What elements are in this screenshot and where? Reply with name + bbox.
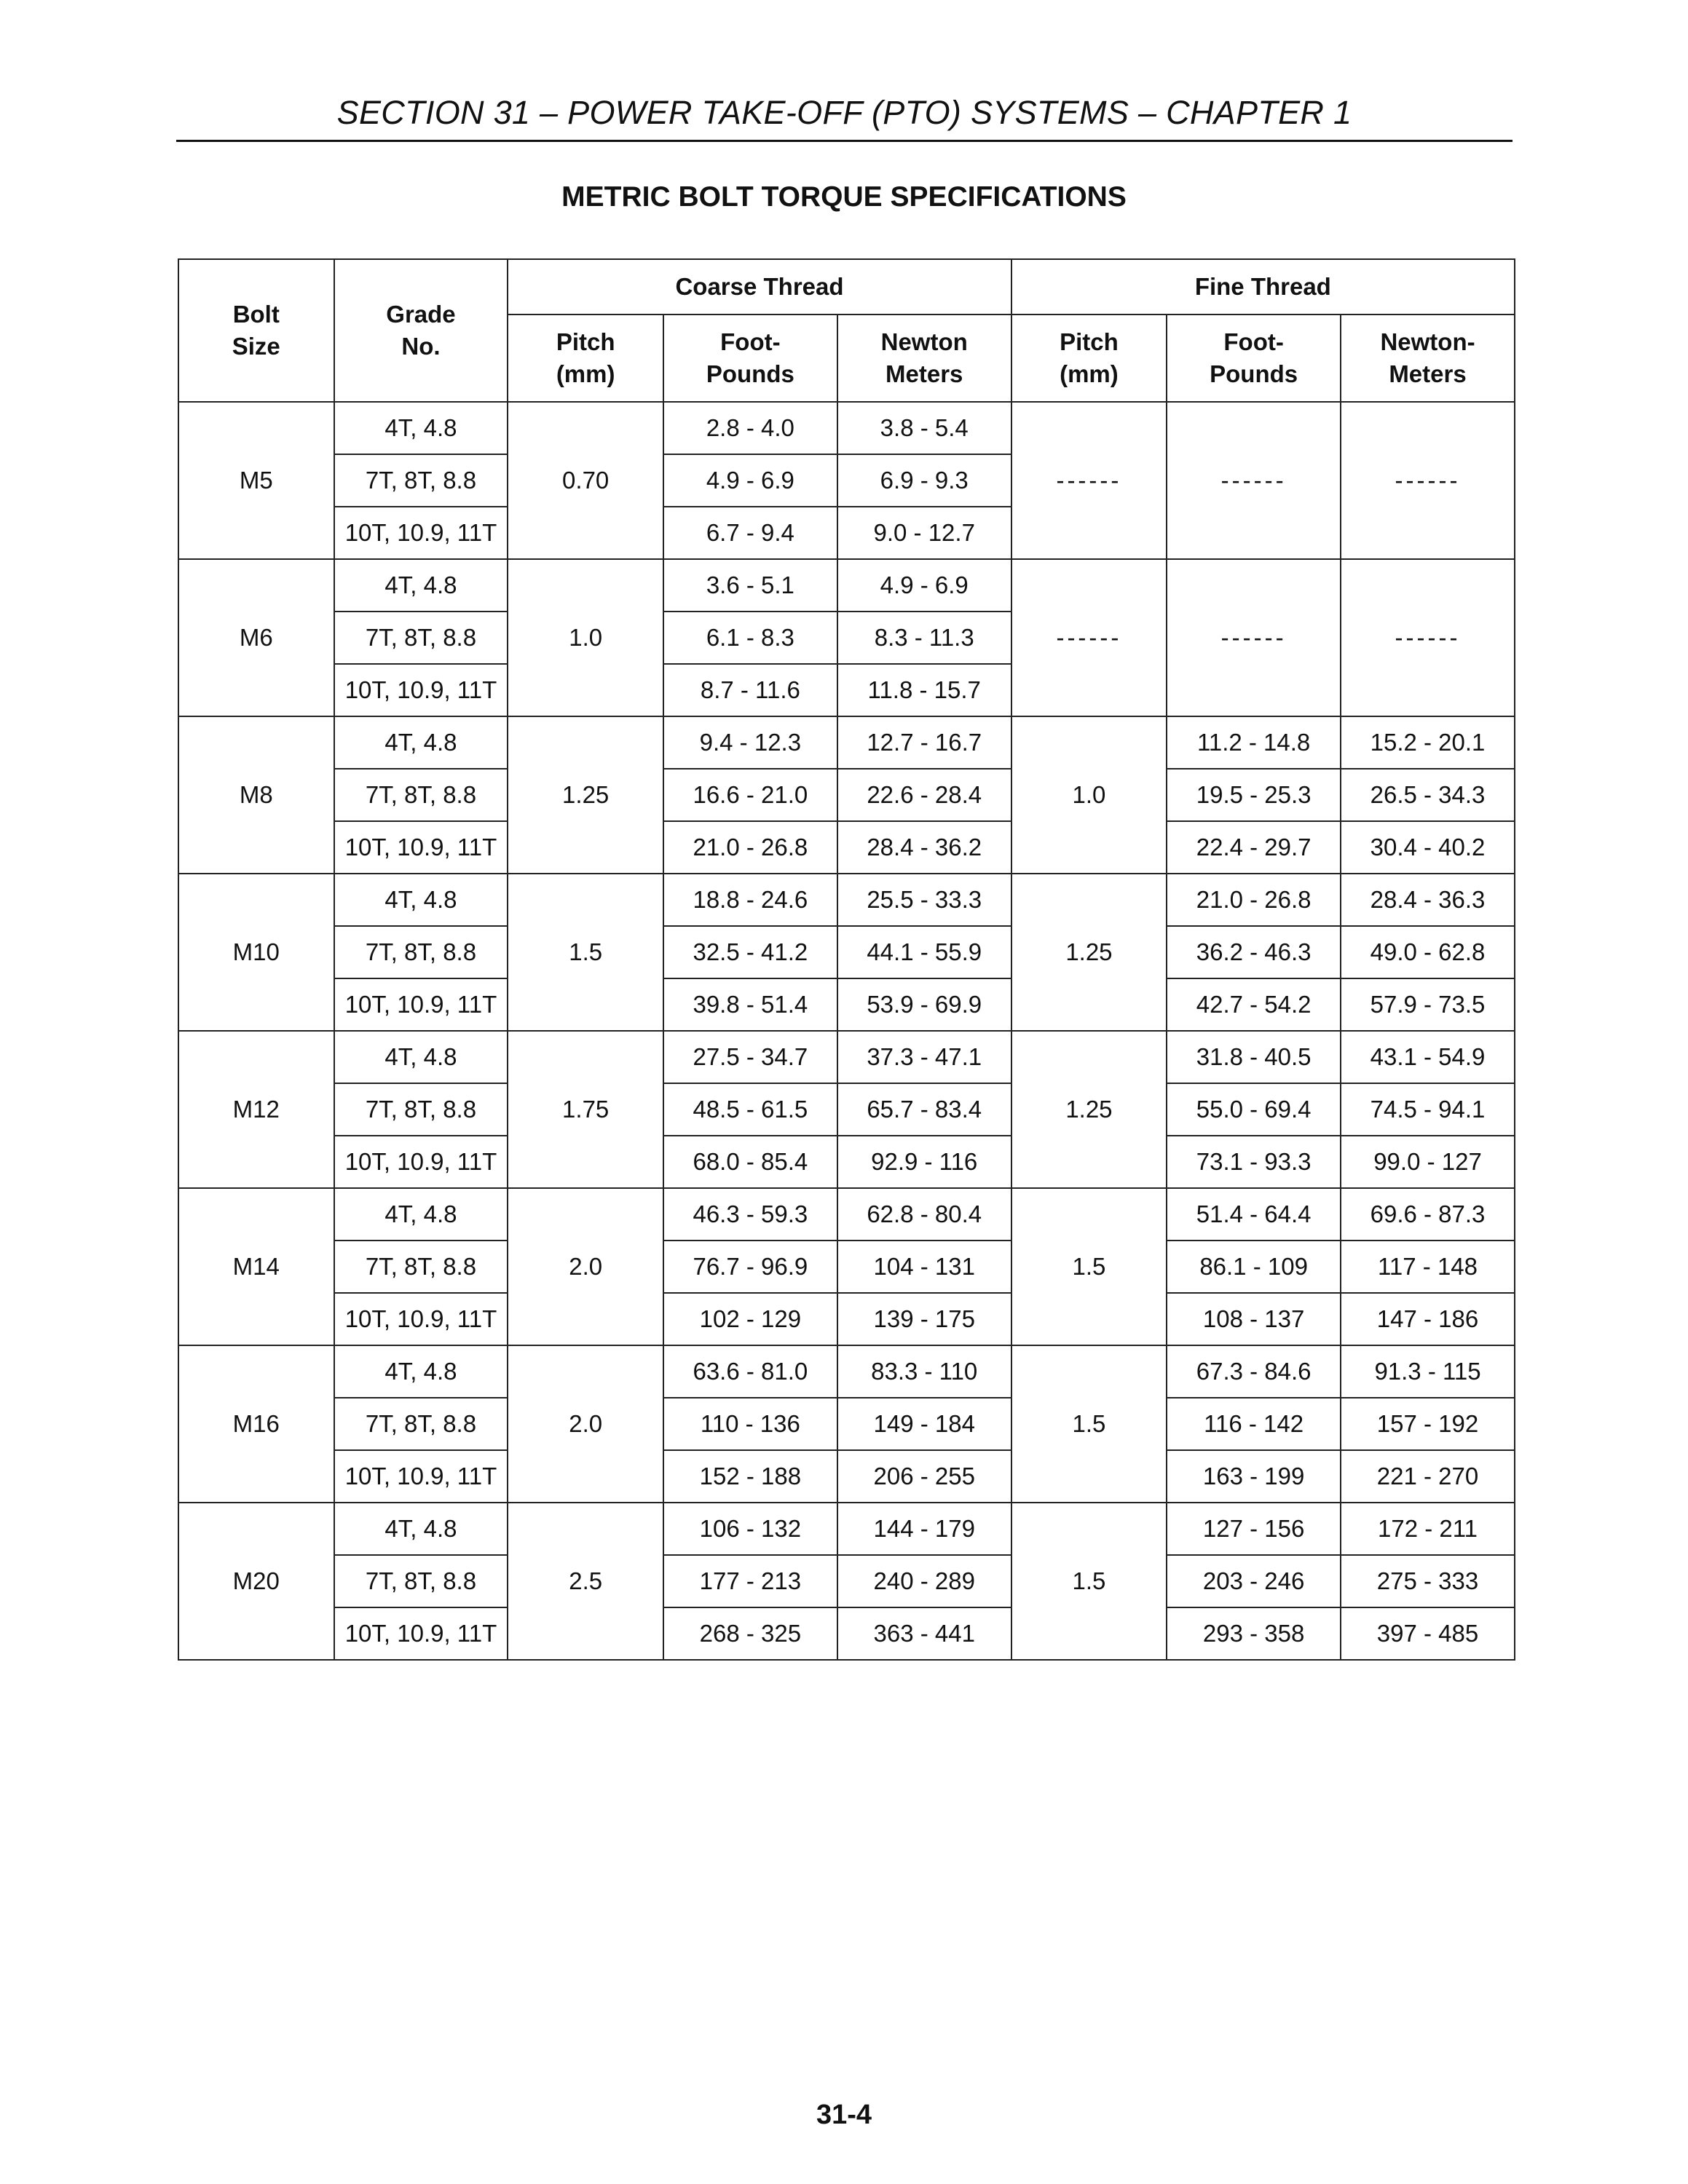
page-title: METRIC BOLT TORQUE SPECIFICATIONS (561, 181, 1127, 213)
header-coarse-thread: Coarse Thread (508, 259, 1011, 314)
coarse-newton-meters-cell: 363 - 441 (837, 1607, 1011, 1660)
fine-newton-meters-cell: 99.0 - 127 (1341, 1136, 1515, 1188)
grade-cell: 10T, 10.9, 11T (334, 1293, 508, 1345)
fine-newton-meters-cell: 397 - 485 (1341, 1607, 1515, 1660)
coarse-pitch-cell: 1.75 (508, 1031, 663, 1188)
fine-newton-meters-cell: 91.3 - 115 (1341, 1345, 1515, 1398)
coarse-newton-meters-cell: 104 - 131 (837, 1241, 1011, 1293)
bolt-size-cell: M6 (178, 559, 334, 716)
header-grade (334, 259, 508, 402)
coarse-newton-meters-cell: 6.9 - 9.3 (837, 454, 1011, 507)
coarse-foot-pounds-cell: 21.0 - 26.8 (663, 821, 837, 874)
grade-cell: 7T, 8T, 8.8 (334, 926, 508, 978)
header-label: Newton Meters (880, 328, 968, 387)
fine-foot-pounds-cell: ------ (1167, 402, 1341, 559)
coarse-foot-pounds-cell: 3.6 - 5.1 (663, 559, 837, 612)
grade-cell: 4T, 4.8 (334, 1031, 508, 1083)
grade-cell: 10T, 10.9, 11T (334, 978, 508, 1031)
header-coarse-pitch (508, 314, 663, 402)
fine-foot-pounds-cell: 36.2 - 46.3 (1167, 926, 1341, 978)
fine-pitch-cell: 1.5 (1011, 1188, 1167, 1345)
table-row (178, 926, 1515, 978)
header-label: Pitch (mm) (556, 328, 615, 387)
fine-foot-pounds-cell: 116 - 142 (1167, 1398, 1341, 1450)
table-row (178, 716, 1515, 769)
coarse-foot-pounds-cell: 48.5 - 61.5 (663, 1083, 837, 1136)
coarse-newton-meters-cell: 139 - 175 (837, 1293, 1011, 1345)
coarse-pitch-cell: 2.5 (508, 1503, 663, 1660)
table-row (178, 1136, 1515, 1188)
coarse-pitch-cell: 1.0 (508, 559, 663, 716)
coarse-newton-meters-cell: 206 - 255 (837, 1450, 1011, 1503)
fine-foot-pounds-cell: 42.7 - 54.2 (1167, 978, 1341, 1031)
fine-foot-pounds-cell: 31.8 - 40.5 (1167, 1031, 1341, 1083)
coarse-newton-meters-cell: 3.8 - 5.4 (837, 402, 1011, 454)
fine-foot-pounds-cell: 86.1 - 109 (1167, 1241, 1341, 1293)
fine-pitch-cell: 1.5 (1011, 1503, 1167, 1660)
coarse-newton-meters-cell: 22.6 - 28.4 (837, 769, 1011, 821)
coarse-pitch-cell: 2.0 (508, 1188, 663, 1345)
coarse-foot-pounds-cell: 2.8 - 4.0 (663, 402, 837, 454)
coarse-pitch-cell: 1.25 (508, 716, 663, 874)
grade-cell: 10T, 10.9, 11T (334, 664, 508, 716)
fine-newton-meters-cell: ------ (1341, 402, 1515, 559)
header-fine-thread: Fine Thread (1011, 259, 1515, 314)
coarse-newton-meters-cell: 65.7 - 83.4 (837, 1083, 1011, 1136)
coarse-newton-meters-cell: 37.3 - 47.1 (837, 1031, 1011, 1083)
fine-newton-meters-cell: 15.2 - 20.1 (1341, 716, 1515, 769)
coarse-newton-meters-cell: 9.0 - 12.7 (837, 507, 1011, 559)
table-row (178, 1398, 1515, 1450)
coarse-newton-meters-cell: 92.9 - 116 (837, 1136, 1011, 1188)
header-fine-foot-pounds (1167, 314, 1341, 402)
coarse-foot-pounds-cell: 102 - 129 (663, 1293, 837, 1345)
header-label: Foot- Pounds (1210, 328, 1298, 387)
fine-newton-meters-cell: 28.4 - 36.3 (1341, 874, 1515, 926)
coarse-foot-pounds-cell: 63.6 - 81.0 (663, 1345, 837, 1398)
grade-cell: 7T, 8T, 8.8 (334, 1398, 508, 1450)
grade-cell: 4T, 4.8 (334, 1345, 508, 1398)
coarse-newton-meters-cell: 28.4 - 36.2 (837, 821, 1011, 874)
table-row (178, 1188, 1515, 1241)
header-label: Newton- Meters (1380, 328, 1475, 387)
grade-cell: 4T, 4.8 (334, 1188, 508, 1241)
coarse-newton-meters-cell: 12.7 - 16.7 (837, 716, 1011, 769)
table-row (178, 402, 1515, 454)
coarse-foot-pounds-cell: 268 - 325 (663, 1607, 837, 1660)
coarse-foot-pounds-cell: 6.1 - 8.3 (663, 612, 837, 664)
coarse-newton-meters-cell: 11.8 - 15.7 (837, 664, 1011, 716)
coarse-foot-pounds-cell: 4.9 - 6.9 (663, 454, 837, 507)
coarse-newton-meters-cell: 149 - 184 (837, 1398, 1011, 1450)
table-row (178, 821, 1515, 874)
fine-foot-pounds-cell: 108 - 137 (1167, 1293, 1341, 1345)
coarse-newton-meters-cell: 44.1 - 55.9 (837, 926, 1011, 978)
grade-cell: 7T, 8T, 8.8 (334, 454, 508, 507)
header-label: Grade No. (386, 301, 456, 360)
coarse-pitch-cell: 0.70 (508, 402, 663, 559)
fine-foot-pounds-cell: 203 - 246 (1167, 1555, 1341, 1607)
bolt-size-cell: M12 (178, 1031, 334, 1188)
bolt-size-cell: M14 (178, 1188, 334, 1345)
fine-newton-meters-cell: 147 - 186 (1341, 1293, 1515, 1345)
fine-foot-pounds-cell: 293 - 358 (1167, 1607, 1341, 1660)
table-group-header-row (178, 259, 1515, 314)
fine-foot-pounds-cell: 22.4 - 29.7 (1167, 821, 1341, 874)
grade-cell: 7T, 8T, 8.8 (334, 612, 508, 664)
coarse-foot-pounds-cell: 16.6 - 21.0 (663, 769, 837, 821)
fine-pitch-cell: 1.25 (1011, 874, 1167, 1031)
coarse-foot-pounds-cell: 39.8 - 51.4 (663, 978, 837, 1031)
table-row (178, 1083, 1515, 1136)
fine-newton-meters-cell: 30.4 - 40.2 (1341, 821, 1515, 874)
table-row (178, 1241, 1515, 1293)
coarse-foot-pounds-cell: 177 - 213 (663, 1555, 837, 1607)
page-number: 31-4 (816, 2100, 872, 2130)
header-fine-pitch (1011, 314, 1167, 402)
coarse-foot-pounds-cell: 68.0 - 85.4 (663, 1136, 837, 1188)
grade-cell: 10T, 10.9, 11T (334, 1136, 508, 1188)
fine-newton-meters-cell: 69.6 - 87.3 (1341, 1188, 1515, 1241)
coarse-newton-meters-cell: 53.9 - 69.9 (837, 978, 1011, 1031)
table-row (178, 769, 1515, 821)
table-row (178, 1293, 1515, 1345)
grade-cell: 4T, 4.8 (334, 559, 508, 612)
header-label: Foot- Pounds (706, 328, 794, 387)
coarse-newton-meters-cell: 8.3 - 11.3 (837, 612, 1011, 664)
coarse-newton-meters-cell: 83.3 - 110 (837, 1345, 1011, 1398)
grade-cell: 7T, 8T, 8.8 (334, 1555, 508, 1607)
coarse-foot-pounds-cell: 9.4 - 12.3 (663, 716, 837, 769)
coarse-pitch-cell: 1.5 (508, 874, 663, 1031)
header-label: Bolt Size (232, 301, 280, 360)
coarse-newton-meters-cell: 4.9 - 6.9 (837, 559, 1011, 612)
fine-newton-meters-cell: 49.0 - 62.8 (1341, 926, 1515, 978)
coarse-newton-meters-cell: 25.5 - 33.3 (837, 874, 1011, 926)
coarse-newton-meters-cell: 62.8 - 80.4 (837, 1188, 1011, 1241)
coarse-foot-pounds-cell: 106 - 132 (663, 1503, 837, 1555)
fine-newton-meters-cell: 157 - 192 (1341, 1398, 1515, 1450)
grade-cell: 4T, 4.8 (334, 716, 508, 769)
fine-newton-meters-cell: 172 - 211 (1341, 1503, 1515, 1555)
grade-cell: 10T, 10.9, 11T (334, 1450, 508, 1503)
grade-cell: 10T, 10.9, 11T (334, 507, 508, 559)
table-row (178, 978, 1515, 1031)
grade-cell: 7T, 8T, 8.8 (334, 1083, 508, 1136)
coarse-foot-pounds-cell: 27.5 - 34.7 (663, 1031, 837, 1083)
table-row (178, 1607, 1515, 1660)
fine-foot-pounds-cell: 127 - 156 (1167, 1503, 1341, 1555)
fine-foot-pounds-cell: 55.0 - 69.4 (1167, 1083, 1341, 1136)
fine-newton-meters-cell: 117 - 148 (1341, 1241, 1515, 1293)
coarse-foot-pounds-cell: 46.3 - 59.3 (663, 1188, 837, 1241)
header-label: Pitch (mm) (1060, 328, 1119, 387)
table-row (178, 874, 1515, 926)
fine-foot-pounds-cell: 67.3 - 84.6 (1167, 1345, 1341, 1398)
coarse-foot-pounds-cell: 6.7 - 9.4 (663, 507, 837, 559)
coarse-newton-meters-cell: 240 - 289 (837, 1555, 1011, 1607)
grade-cell: 10T, 10.9, 11T (334, 821, 508, 874)
fine-foot-pounds-cell: 73.1 - 93.3 (1167, 1136, 1341, 1188)
grade-cell: 7T, 8T, 8.8 (334, 769, 508, 821)
table-row (178, 1450, 1515, 1503)
coarse-foot-pounds-cell: 18.8 - 24.6 (663, 874, 837, 926)
coarse-newton-meters-cell: 144 - 179 (837, 1503, 1011, 1555)
grade-cell: 7T, 8T, 8.8 (334, 1241, 508, 1293)
fine-foot-pounds-cell: 19.5 - 25.3 (1167, 769, 1341, 821)
grade-cell: 10T, 10.9, 11T (334, 1607, 508, 1660)
header-coarse-foot-pounds (663, 314, 837, 402)
fine-pitch-cell: ------ (1011, 402, 1167, 559)
fine-pitch-cell: 1.0 (1011, 716, 1167, 874)
fine-pitch-cell: 1.5 (1011, 1345, 1167, 1503)
grade-cell: 4T, 4.8 (334, 1503, 508, 1555)
fine-newton-meters-cell: ------ (1341, 559, 1515, 716)
fine-newton-meters-cell: 74.5 - 94.1 (1341, 1083, 1515, 1136)
coarse-foot-pounds-cell: 76.7 - 96.9 (663, 1241, 837, 1293)
grade-cell: 4T, 4.8 (334, 874, 508, 926)
table-row (178, 1031, 1515, 1083)
fine-newton-meters-cell: 221 - 270 (1341, 1450, 1515, 1503)
fine-foot-pounds-cell: 163 - 199 (1167, 1450, 1341, 1503)
bolt-size-cell: M5 (178, 402, 334, 559)
header-fine-newton-meters (1341, 314, 1515, 402)
bolt-size-cell: M8 (178, 716, 334, 874)
table-body (178, 402, 1515, 1660)
coarse-foot-pounds-cell: 110 - 136 (663, 1398, 837, 1450)
fine-foot-pounds-cell: 51.4 - 64.4 (1167, 1188, 1341, 1241)
coarse-foot-pounds-cell: 8.7 - 11.6 (663, 664, 837, 716)
table-row (178, 1503, 1515, 1555)
header-bolt-size (178, 259, 334, 402)
coarse-foot-pounds-cell: 152 - 188 (663, 1450, 837, 1503)
table-row (178, 559, 1515, 612)
section-header: SECTION 31 – POWER TAKE-OFF (PTO) SYSTEMS – CHAPTER 1 (176, 86, 1513, 142)
header-coarse-newton-meters (837, 314, 1011, 402)
coarse-pitch-cell: 2.0 (508, 1345, 663, 1503)
torque-spec-table (178, 258, 1515, 1661)
bolt-size-cell: M10 (178, 874, 334, 1031)
fine-pitch-cell: ------ (1011, 559, 1167, 716)
fine-foot-pounds-cell: 11.2 - 14.8 (1167, 716, 1341, 769)
grade-cell: 4T, 4.8 (334, 402, 508, 454)
fine-newton-meters-cell: 26.5 - 34.3 (1341, 769, 1515, 821)
fine-foot-pounds-cell: 21.0 - 26.8 (1167, 874, 1341, 926)
fine-newton-meters-cell: 43.1 - 54.9 (1341, 1031, 1515, 1083)
fine-newton-meters-cell: 275 - 333 (1341, 1555, 1515, 1607)
fine-foot-pounds-cell: ------ (1167, 559, 1341, 716)
coarse-foot-pounds-cell: 32.5 - 41.2 (663, 926, 837, 978)
table-row (178, 1345, 1515, 1398)
fine-pitch-cell: 1.25 (1011, 1031, 1167, 1188)
bolt-size-cell: M20 (178, 1503, 334, 1660)
fine-newton-meters-cell: 57.9 - 73.5 (1341, 978, 1515, 1031)
bolt-size-cell: M16 (178, 1345, 334, 1503)
table-row (178, 1555, 1515, 1607)
